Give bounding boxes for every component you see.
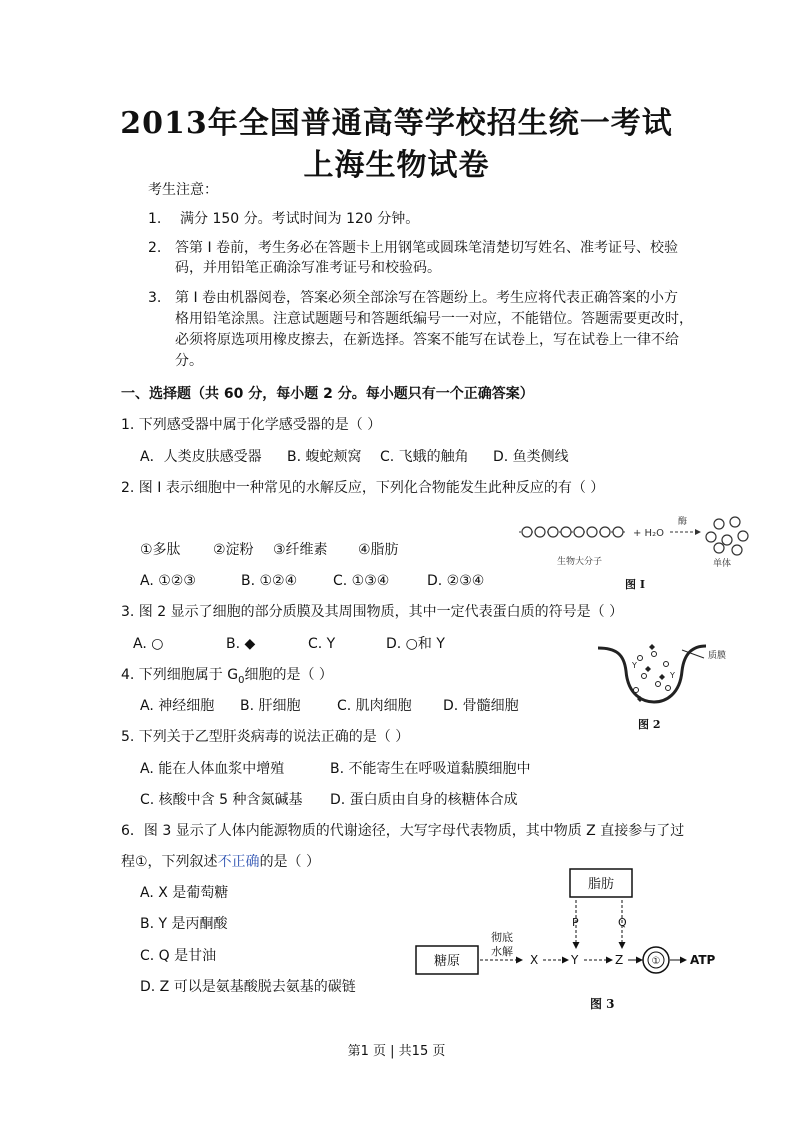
fig1-label-left: 生物大分子 (557, 557, 603, 567)
notice-3-line1: 第 I 卷由机器阅卷，答案必须全部涂写在答题纷上。考生应将代表正确答案的小方 (175, 290, 679, 306)
q5-stem: 5. 下列关于乙型肝炎病毒的说法正确的是（ ） (121, 729, 410, 745)
figure-3 (410, 866, 740, 1016)
notice-heading: 考生注意： (148, 182, 218, 198)
q2-stem: 2. 图 I 表示细胞中一种常见的水解反应，下列化合物能发生此种反应的有（ ） (121, 480, 605, 496)
q5-option-b: B. 不能寄生在呼吸道黏膜细胞中 (330, 761, 531, 777)
q4-option-d: D. 骨髓细胞 (443, 698, 519, 714)
page-footer: 第1 页 | 共15 页 (347, 1044, 446, 1059)
q4-stem-prefix: 4. 下列细胞属于 G (121, 667, 239, 683)
q4-stem-subscript: 0 (238, 674, 245, 686)
notice-num-1: 1. (148, 211, 162, 227)
fig3-z: Z (615, 953, 624, 967)
notice-num-3: 3. (148, 290, 162, 306)
q2-item-3: ③纤维素 (273, 542, 328, 558)
q4-stem (121, 665, 333, 691)
q5-option-a: A. 能在人体血浆中增殖 (140, 761, 285, 777)
fig3-y: Y (571, 953, 579, 967)
fig3-p: P (572, 916, 579, 929)
q3-option-c: C. Y (308, 636, 336, 652)
fig3-q: Q (618, 916, 627, 929)
fig1-caption: 图 I (625, 578, 645, 590)
fig3-cycle: ① (651, 956, 661, 967)
q2-item-2: ②淀粉 (213, 542, 254, 558)
q3-stem: 3. 图 2 显示了细胞的部分质膜及其周围物质，其中一定代表蛋白质的符号是（ ） (121, 604, 624, 620)
fig3-caption: 图 3 (590, 997, 615, 1011)
q2-item-4: ④脂肪 (358, 542, 399, 558)
q6-stem-suffix: 的是（ ） (259, 854, 321, 870)
q1-option-c: C. 飞蛾的触角 (380, 449, 469, 465)
q3-option-b: B. ◆ (226, 636, 256, 652)
q6-option-a: A. X 是葡萄糖 (140, 885, 229, 901)
q6-option-c: C. Q 是甘油 (140, 948, 217, 964)
fig1-label-right: 单体 (713, 559, 732, 569)
q3-option-a: A. ○ (133, 636, 164, 652)
q6-stem-line1: 6．图 3 显示了人体内能源物质的代谢途径，大写字母代表物质，其中物质 Z 直接参与了过 (121, 823, 685, 839)
q6-stem-prefix: 程①，下列叙述 (121, 854, 218, 870)
q1-option-d: D. 鱼类侧线 (493, 449, 569, 465)
q4-stem-suffix: 细胞的是（ ） (244, 667, 333, 683)
q6-option-b: B. Y 是丙酮酸 (140, 916, 228, 932)
fig1-enzyme: 酶 (678, 517, 688, 527)
q1-option-b: B. 蝮蛇颊窝 (287, 449, 362, 465)
q6-stem-line2 (121, 852, 320, 872)
q5-option-c: C. 核酸中含 5 种含氮碱基 (140, 792, 303, 808)
notice-2-line1: 答第 I 卷前，考生务必在答题卡上用钢笔或圆珠笔清楚切写姓名、准考证号、校验 (175, 240, 679, 256)
q6-stem-emphasis: 不正确 (217, 854, 260, 870)
q2-option-c: C. ①③④ (333, 573, 390, 589)
hydrolysis-diagram (515, 512, 765, 590)
fig3-hydrolysis-2: 水解 (491, 945, 513, 958)
q5-option-d: D. 蛋白质由自身的核糖体合成 (330, 792, 518, 808)
q2-option-a: A. ①②③ (140, 573, 196, 589)
q2-option-b: B. ①②④ (241, 573, 298, 589)
metabolism-diagram (410, 866, 740, 1016)
fig1-plus-water: + H₂O (633, 528, 664, 539)
notice-3-line2: 格用铅笔涂黑。注意试题题号和答题纸编号一一对应，不能错位。答题需要更改时， (175, 311, 693, 327)
svg-text:Y: Y (670, 671, 675, 680)
notice-3-line3: 必须将原选项用橡皮擦去，在新选择。答案不能写在试卷上，写在试卷上一律不给 (175, 332, 679, 348)
q4-option-a: A. 神经细胞 (140, 698, 215, 714)
notice-1-line: 满分 150 分。考试时间为 120 分钟。 (180, 211, 420, 227)
q1-stem: 1. 下列感受器中属于化学感受器的是（ ） (121, 417, 382, 433)
q1-option-a: A．人类皮肤感受器 (140, 449, 262, 465)
membrane-diagram (596, 636, 746, 736)
q4-option-c: C. 肌肉细胞 (337, 698, 412, 714)
fig3-fat: 脂肪 (587, 877, 615, 892)
q2-item-1: ①多肽 (140, 542, 181, 558)
section-heading: 一、选择题（共 60 分，每小题 2 分。每小题只有一个正确答案） (121, 386, 534, 402)
notice-num-2: 2. (148, 240, 162, 256)
fig3-atp: ATP (690, 953, 716, 967)
figure-2 (596, 636, 746, 736)
fig3-hydrolysis-1: 彻底 (491, 931, 513, 944)
svg-text:Y: Y (632, 661, 637, 670)
q3-option-d: D. ○和 Y (386, 636, 445, 652)
notice-2-line2: 码，并用铅笔正确涂写准考证号和校验码。 (175, 260, 441, 276)
notice-3-line4: 分。 (175, 353, 203, 369)
fig2-caption: 图 2 (638, 718, 661, 731)
exam-subtitle: 上海生物试卷 (303, 148, 490, 183)
exam-title: 2013年全国普通高等学校招生统一考试 (120, 106, 673, 141)
q2-option-d: D. ②③④ (427, 573, 485, 589)
fig2-membrane-label: 质膜 (708, 651, 727, 661)
fig3-x: X (530, 953, 539, 967)
fig3-glycogen: 糖原 (433, 954, 461, 969)
q6-option-d: D. Z 可以是氨基酸脱去氨基的碳链 (140, 979, 356, 995)
figure-1 (515, 512, 765, 590)
q4-option-b: B. 肝细胞 (240, 698, 301, 714)
